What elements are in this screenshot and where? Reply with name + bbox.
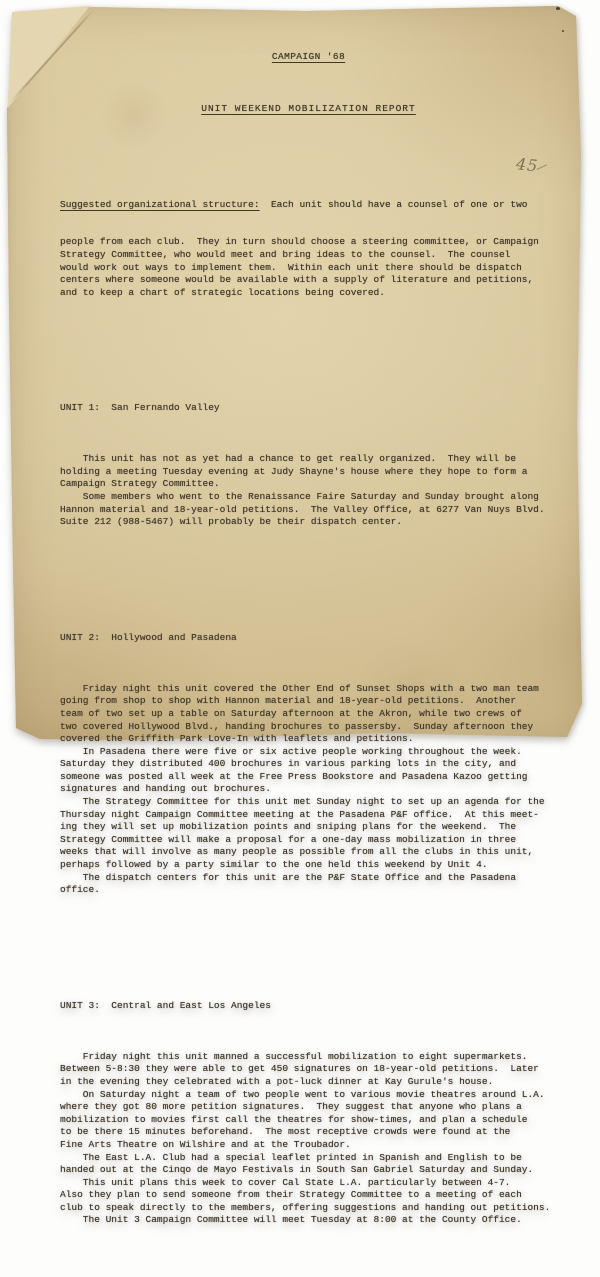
text-line: Between 5-8:30 they were able to get 450 signatures on 18-year-old petitions. Later: [60, 1063, 539, 1075]
text-line: On Saturday night a team of two people went to various movie theatres around L.A.: [60, 1088, 545, 1100]
text-line: Also they plan to send someone from their Strategy Committee to a meeting of each: [60, 1189, 522, 1201]
text-line: to be there 15 minutes beforehand. The most receptive crowds were found at the: [60, 1126, 511, 1138]
text-line: Hannon material and 18-year-old petitions. The Valley Office, at 6277 Van Nuys Blvd.: [60, 503, 545, 515]
text-line: ing they will set up mobilization points and sniping plans for the weekend. The: [60, 821, 517, 833]
text-line: team of two set up a table on Saturday afternoon at the Akron, while two crews of: [60, 707, 522, 719]
text-line: covered the Griffith Park Love-In with leaflets and petitions.: [60, 733, 414, 745]
page-subtitle: UNIT WEEKEND MOBILIZATION REPORT: [201, 102, 416, 114]
text-line: Fine Arts Theatre on Wilshire and at the Troubador.: [60, 1138, 351, 1150]
section-body-unit-1: [60, 453, 557, 529]
section-heading-unit-1: UNIT 1: San Fernando Valley: [60, 402, 220, 414]
text-line: in the evening they celebrated with a pot-luck dinner at Kay Gurule's house.: [60, 1075, 494, 1087]
text-line: centers where someone would be available with a supply of literature and petitions,: [60, 274, 534, 286]
text-line: Friday night this unit covered the Other End of Sunset Shops with a two man team: [60, 682, 539, 694]
document-content: [60, 26, 557, 1277]
text-line: someone was posted all week at the Free Press Bookstore and Pasadena Kazoo getting: [60, 770, 528, 782]
section-heading-unit-3: UNIT 3: Central and East Los Angeles: [60, 999, 271, 1011]
page-title: CAMPAIGN '68: [271, 51, 346, 63]
text-line: club to speak directly to the members, offering suggestions and handing out petitions.: [60, 1201, 551, 1213]
text-line: The Unit 3 Campaign Committee will meet Tuesday at 8:00 at the County Office.: [60, 1214, 522, 1226]
text-line: The East L.A. Club had a special leaflet printed in Spanish and English to be: [60, 1151, 522, 1163]
text-line: In Pasadena there were five or six active people working throughout the week.: [60, 745, 522, 757]
pencil-stroke: [537, 164, 547, 170]
section-body-unit-3: [60, 1051, 557, 1227]
section-heading-unit-2: UNIT 2: Hollywood and Pasadena: [60, 631, 237, 643]
text-line: holding a meeting Tuesday evening at Judy Shayne's house where they hope to form a: [60, 465, 528, 477]
text-line: handed out at the Cinqo de Mayo Festivals in South San Gabriel Saturday and Sunday.: [60, 1164, 534, 1176]
section-unit-1: [60, 370, 557, 554]
text-line: This unit plans this week to cover Cal State L.A. particularly between 4-7.: [60, 1176, 511, 1188]
text-line: mobilization to movies first call the theatres for show-times, and plan a schedule: [60, 1113, 528, 1125]
text-line: [60, 199, 557, 212]
text-line: Suite 212 (988-5467) will probably be their dispatch center.: [60, 516, 403, 528]
text-line: Saturday they distributed 400 brochures in various parking lots in the city, and: [60, 758, 517, 770]
text-line: weeks that will involve as many people as possible from all the clubs in this unit,: [60, 846, 534, 858]
text-line: two covered Hollywood Blvd., handing brochures to passersby. Sunday afternoon they: [60, 720, 534, 732]
paper-speck: [562, 30, 564, 32]
text-line: and to keep a chart of strategic locations being covered.: [60, 286, 385, 298]
pencil-note-text: 45: [515, 154, 540, 176]
paper-speck: [556, 7, 560, 10]
intro-paragraph: [60, 173, 557, 324]
text-line: Strategy Committee, who would meet and bring ideas to the counsel. The counsel: [60, 248, 511, 260]
text-line: This unit has not as yet had a chance to get really organized. They will be: [60, 453, 517, 465]
text-line: Thursday night Campaign Committee meeting at the Pasadena P&F office. At this meet-: [60, 808, 539, 820]
text-line: perhaps followed by a party similar to the one held this weekend by Unit 4.: [60, 859, 488, 871]
section-unit-3: [60, 968, 557, 1252]
text-line: people from each club. They in turn should choose a steering committee, or Campaign: [60, 236, 539, 248]
section-unit-2: [60, 600, 557, 922]
text-line: would work out ways to implement them. Within each unit there should be dispatch: [60, 261, 522, 273]
text-line: Some members who went to the Renaissance Faire Saturday and Sunday brought along: [60, 491, 539, 502]
text-line: office.: [60, 884, 100, 896]
section-body-unit-2: [60, 683, 557, 897]
text-line: Strategy Committee will make a proposal for a one-day mass mobilization in three: [60, 833, 517, 845]
intro-lead-underlined: Suggested organizational structure:: [60, 198, 260, 210]
intro-lines: [60, 236, 557, 299]
text-line: Campaign Strategy Committee.: [60, 478, 220, 490]
text-line: going from shop to shop with Hannon material and 18-year-old petitions. Another: [60, 695, 517, 707]
pencil-annotation: [515, 154, 551, 176]
text-line: Friday night this unit manned a successful mobilization to eight supermarkets.: [60, 1050, 528, 1062]
intro-lead-rest: Each unit should have a counsel of one or two: [259, 198, 528, 210]
text-line: where they got 80 more petition signatures. They suggest that anyone who plans a: [60, 1101, 522, 1113]
text-line: The Strategy Committee for this unit met Sunday night to set up an agenda for the: [60, 796, 545, 808]
text-line: The dispatch centers for this unit are the P&F State Office and the Pasadena: [60, 871, 517, 883]
text-line: signatures and handing out brochures.: [60, 783, 271, 795]
